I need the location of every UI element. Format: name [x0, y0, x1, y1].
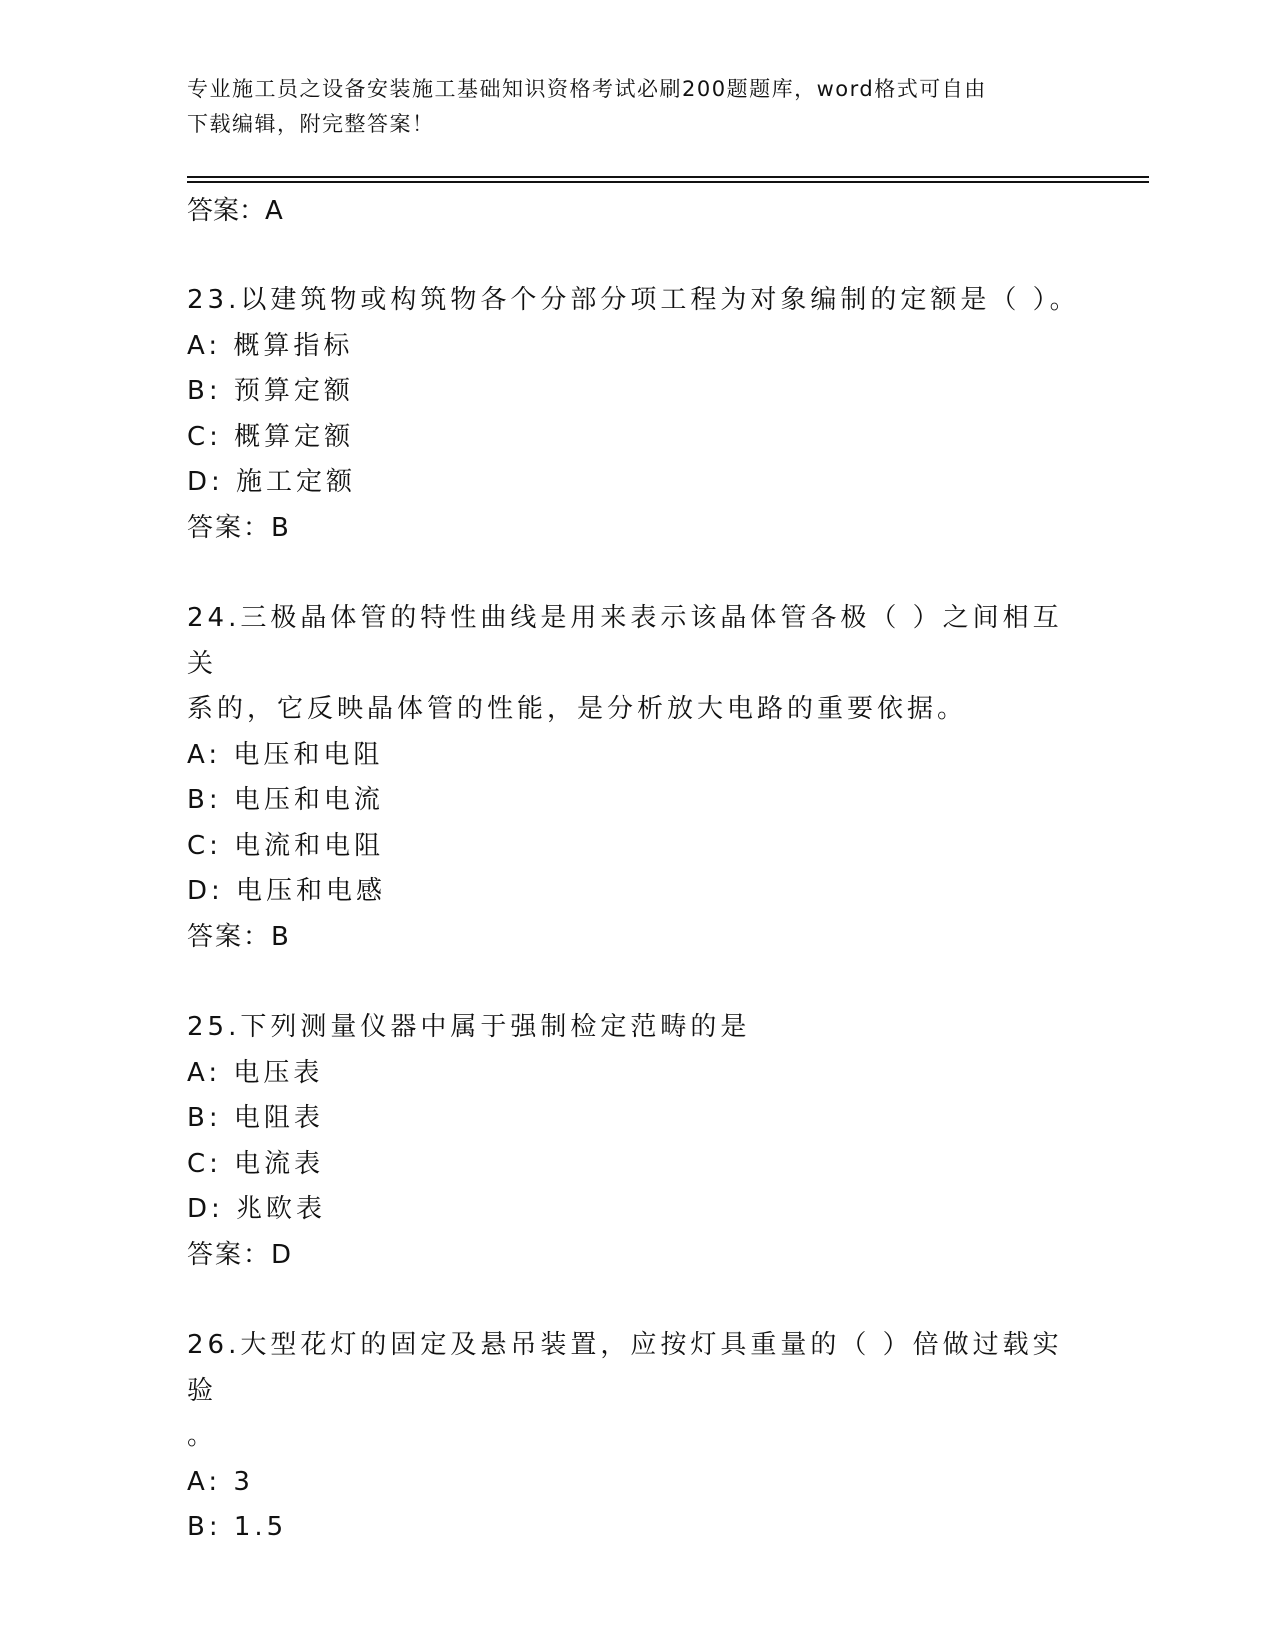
previous-answer: 答案：A [187, 196, 283, 226]
option-b: B: 1.5 [187, 1512, 288, 1542]
option-c: C: 电流和电阻 [187, 830, 385, 861]
header-line-1: 专业施工员之设备安装施工基础知识资格考试必刷200题题库，word格式可自由 [187, 77, 987, 101]
option-a: A: 概算指标 [187, 330, 354, 361]
question-list [187, 278, 1087, 1596]
option-d: D: 电压和电感 [187, 876, 387, 906]
option-d: D: 施工定额 [187, 467, 357, 497]
header-line-2: 下载编辑，附完整答案！ [187, 112, 435, 136]
option-a: A: 电压和电阻 [187, 739, 384, 770]
question-stem-line-2: 系的，它反映晶体管的性能，是分析放大电路的重要依据。 [187, 694, 968, 724]
option-b: B: 电压和电流 [187, 785, 384, 815]
option-a: A: 电压表 [187, 1057, 324, 1088]
question-stem: 25.下列测量仪器中属于强制检定范畴的是 [187, 1012, 751, 1042]
document-header [187, 72, 1087, 142]
option-c: C: 概算定额 [187, 421, 355, 452]
question-25 [187, 1005, 1087, 1278]
question-stem-line-2: 。 [187, 1421, 218, 1451]
option-b: B: 预算定额 [187, 376, 354, 406]
question-stem-line-1: 24.三极晶体管的特性曲线是用来表示该晶体管各极（ ）之间相互关 [187, 603, 1063, 679]
question-stem-line-1: 26.大型花灯的固定及悬吊装置，应按灯具重量的（ ）倍做过载实验 [187, 1330, 1063, 1406]
answer: 答案：B [187, 921, 291, 952]
option-d: D: 兆欧表 [187, 1194, 327, 1224]
option-c: C: 电流表 [187, 1148, 325, 1179]
question-stem: 23.以建筑物或构筑物各个分部分项工程为对象编制的定额是（ ）。 [187, 285, 1080, 315]
answer: 答案：B [187, 512, 291, 543]
question-24 [187, 596, 1087, 960]
option-a: A: 3 [187, 1466, 254, 1497]
header-rule-top [187, 176, 1149, 178]
question-23 [187, 278, 1087, 551]
question-26 [187, 1323, 1087, 1551]
option-b: B: 电阻表 [187, 1103, 324, 1133]
answer: 答案：D [187, 1239, 294, 1270]
header-rule-bottom [187, 181, 1149, 183]
